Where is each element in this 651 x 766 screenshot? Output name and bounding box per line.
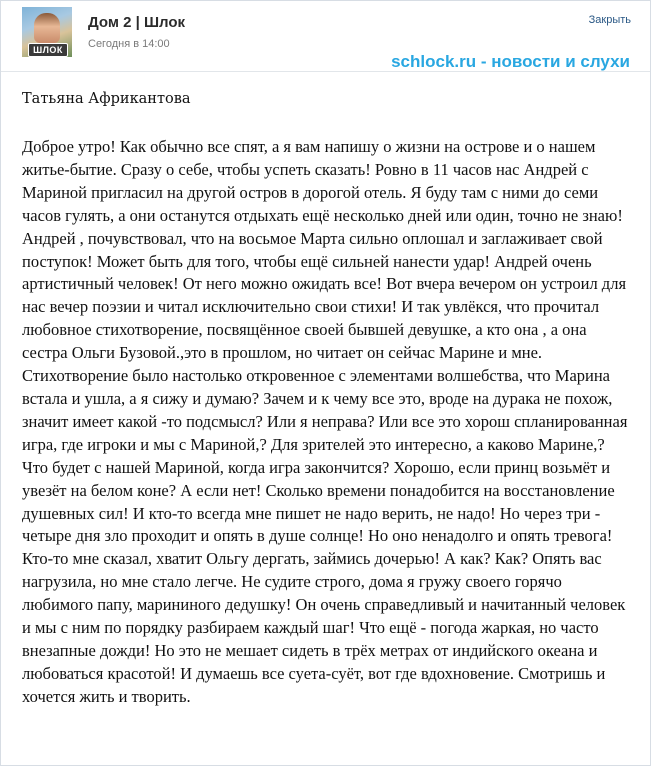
site-watermark: schlock.ru - новости и слухи [391,52,630,71]
avatar-logo: ШЛОК [28,43,68,57]
source-avatar[interactable] [22,7,72,57]
post-author: Татьяна Африкантова [22,91,191,107]
source-title[interactable]: Дом 2 | Шлок [88,14,186,31]
close-button[interactable]: Закрыть [588,14,631,26]
post-body: Доброе утро! Как обычно все спят, а я вам напишу о жизни на острове и о нашем житье-бытие. Сразу о себе, чтобы успеть сказать! Ровно в 11 часов нас Андрей с Мариной пригласил на другой остров в дорогой отель. Я буду там с ними до семи часов гулять, а они останутся отдыхать ещё несколько дней или один, точно не знаю! Андрей , почувствовал, что на восьмое Марта сильно оплошал и заглаживает свой поступок! Может быть для того, чтобы ещё сильней нанести удар! Андрей очень артистичный человек! От него можно ожидать все! Вот вчера вечером он устроил для нас вечер поэзии и читал исключительно свои стихи! И так увлёкся, что прочитал любовное стихотворение, посвящённое своей бывшей девушке, а кто она , а она сестра Ольги Бузовой.,это в прошлом, но читает он сейчас Марине и мне. Стихотворение было настолько откровенное с элементами волшебства, что Марина встала и ушла, а я сижу и думаю? Зачем и к чему все это, вроде на дурака не похож, значит имеет какой -то подсмысл? Или я неправа? Или все это хорош спланированная игра, где игроки и мы с Мариной,? Для зрителей это интересно, а каково Марине,? Что будет с нашей Мариной, когда игра закончится? Хорошо, если принц возьмёт и увезёт на белом коне? А если нет! Сколько времени понадобится на восстановление душевных сил! И кто-то всегда мне пишет не надо верить, не надо! Но через три - четыре дня зло проходит и опять в душе солнце! Но оно ненадолго и опять тревога! Кто-то мне сказал, хватит Ольгу дергать, займись дочерью! А как? Как? Опять вас нагрузила, но мне стало легче. Не судите строго, дома я гружу своего горячо любимого папу, марининого дедушку! Он очень справедливый и начитанный человек и мы с ним по порядку разбираем каждый шаг! Что ещё - погода жаркая, но часто внезапные дожди! Но это не мешает сидеть в трёх метрах от индийского океана и любоваться красотой! И думаешь все суета-суёт, вот где вдохновение. Смотришь и хочется жить и творить. [22,137,628,706]
avatar-photo-icon [34,13,60,43]
post-timestamp[interactable]: Сегодня в 14:00 [88,38,170,50]
